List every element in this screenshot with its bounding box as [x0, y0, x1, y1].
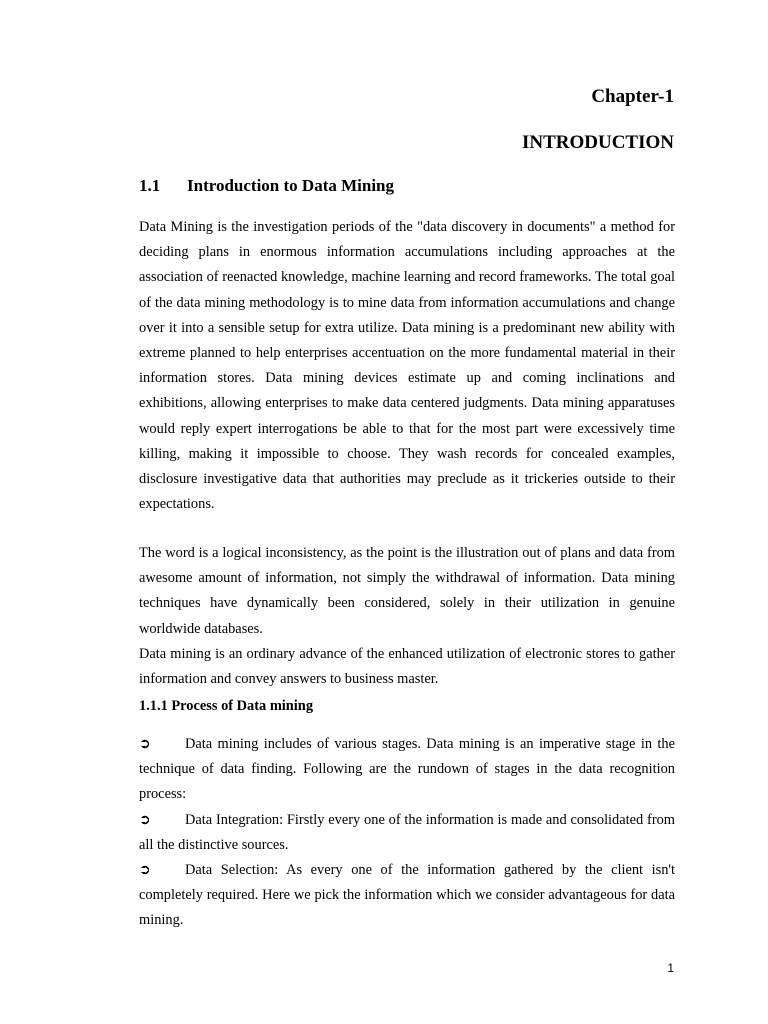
chapter-title: INTRODUCTION	[521, 132, 674, 153]
section-number: 1.1	[139, 176, 161, 195]
bullet-text: Data Integration: Firstly every one of the information is made and consolidated from all the distinctive sources.	[139, 811, 675, 853]
list-item	[139, 732, 675, 808]
list-item	[139, 858, 675, 934]
paragraph-3: Data mining is an ordinary advance of the enhanced utilization of electronic stores to gather information and convey answers to business master.	[139, 646, 675, 688]
section-heading	[139, 176, 394, 196]
paragraph-1: Data Mining is the investigation periods of the "data discovery in documents" a method for deciding plans in enormous information accumulations including approaches at the association of reenacted knowledge, machine learning and record frameworks. The total goal of the data mining methodology is to mine data from information accumulations and change over it into a sensible setup for extra utilize. Data mining is a predominant new ability with extreme planned to help enterprises accentuation on the more fundamental material in their information stores. Data mining devices estimate up and coming inclinations and exhibitions, allowing enterprises to make data centered judgments. Data mining apparatuses would reply expert interrogations be able to that for the most part were excessively time killing, making it impossible to choose. They wash records for concealed examples, disclosure investigative data that authorities may preclude as it trickeries outside to their expectations.	[139, 219, 675, 513]
bullet-list	[139, 732, 675, 934]
list-item	[139, 808, 675, 858]
bullet-text: Data Selection: As every one of the information gathered by the client isn't completely required. Here we pick the information which we consider advantageous for data mining.	[139, 862, 675, 929]
arrow-bullet-icon: ➲	[139, 736, 151, 752]
arrow-bullet-icon: ➲	[139, 811, 151, 828]
page-number: 1	[667, 961, 674, 975]
bullet-text: Data mining includes of various stages. Data mining is an imperative stage in the technique of data finding. Following are the rundown of stages in the data recognition process:	[139, 736, 675, 803]
subsection-heading: 1.1.1 Process of Data mining	[139, 698, 314, 714]
arrow-bullet-icon: ➲	[139, 862, 151, 879]
chapter-label: Chapter-1	[591, 86, 674, 107]
section-title: Introduction to Data Mining	[187, 176, 395, 195]
paragraph-2: The word is a logical inconsistency, as the point is the illustration out of plans and data from awesome amount of information, not simply the withdrawal of information. Data mining techniques have dynamically been considered, solely in their utilization in genuine worldwide databases.	[139, 545, 675, 637]
